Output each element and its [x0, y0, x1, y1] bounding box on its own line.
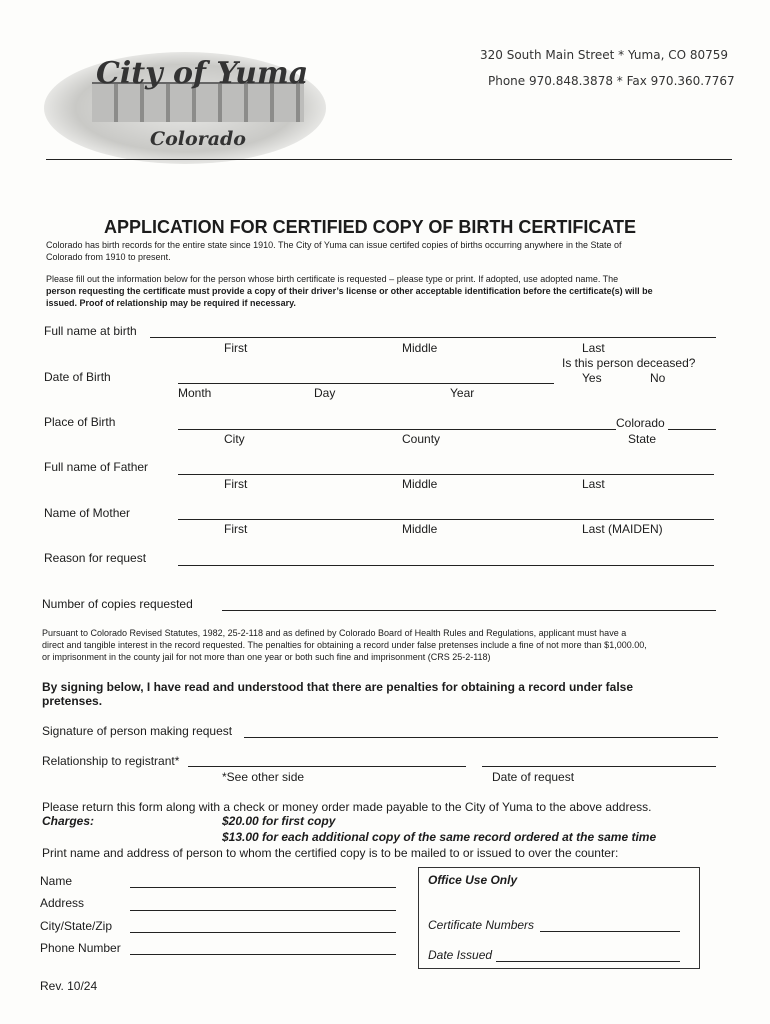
- full-name-field[interactable]: [150, 337, 716, 338]
- charge-additional-copy: $13.00 for each additional copy of the same record ordered at the same time: [222, 830, 657, 844]
- reason-label: Reason for request: [44, 551, 147, 565]
- revision-label: Rev. 10/24: [40, 979, 98, 993]
- mother-last-maiden-caption: Last (MAIDEN): [582, 522, 663, 536]
- penalty-line-2: pretenses.: [42, 694, 103, 708]
- mother-name-field[interactable]: [178, 519, 714, 520]
- mail-phone-field[interactable]: [130, 954, 396, 955]
- pob-city-county-field[interactable]: [178, 429, 616, 430]
- relationship-label: Relationship to registrant*: [42, 754, 180, 768]
- mail-address-label: Address: [40, 896, 85, 910]
- signature-field[interactable]: [244, 737, 718, 738]
- father-last-caption: Last: [582, 477, 605, 491]
- full-name-first-caption: First: [224, 341, 248, 355]
- see-other-side-note: *See other side: [222, 770, 305, 784]
- dob-day-caption: Day: [314, 386, 336, 400]
- mother-label: Name of Mother: [44, 506, 131, 520]
- header-divider: [46, 159, 732, 160]
- statute-line-2: direct and tangible interest in the record requested. The penalties for obtaining a record under false pretenses include a fine of not more than $1,000.00,: [42, 640, 647, 650]
- copies-label: Number of copies requested: [42, 597, 193, 611]
- mother-first-caption: First: [224, 522, 248, 536]
- penalty-line-1: By signing below, I have read and understood that there are penalties for obtaining a record under false: [42, 680, 633, 694]
- header-address: 320 South Main Street * Yuma, CO 80759: [480, 48, 729, 62]
- pob-state-underline: [668, 429, 716, 430]
- deceased-question: Is this person deceased?: [562, 356, 696, 370]
- copies-field[interactable]: [222, 610, 716, 611]
- full-name-label: Full name at birth: [44, 324, 137, 338]
- office-use-title: Office Use Only: [428, 873, 518, 887]
- pob-city-caption: City: [224, 432, 245, 446]
- certificate-numbers-label: Certificate Numbers: [428, 918, 535, 932]
- statute-line-1: Pursuant to Colorado Revised Statutes, 1982, 25-2-118 and as defined by Colorado Board of Health Rules and Regulations, applicant must have a: [42, 628, 627, 638]
- date-issued-label: Date Issued: [428, 948, 493, 962]
- charge-first-copy: $20.00 for first copy: [222, 814, 336, 828]
- mail-address-field[interactable]: [130, 910, 396, 911]
- dob-field[interactable]: [178, 383, 554, 384]
- signature-label: Signature of person making request: [42, 724, 233, 738]
- dob-year-caption: Year: [450, 386, 475, 400]
- father-label: Full name of Father: [44, 460, 149, 474]
- certificate-numbers-field[interactable]: [540, 931, 680, 932]
- print-name-instructions: Print name and address of person to whom the certified copy is to be mailed to or issued to over the counter:: [42, 846, 619, 860]
- intro-line-4: person requesting the certificate must provide a copy of their driver’s license or other acceptable identification before the certificate(s) will be: [46, 286, 653, 296]
- deceased-no-option[interactable]: No: [650, 371, 666, 385]
- pob-county-caption: County: [402, 432, 441, 446]
- date-of-request-caption: Date of request: [492, 770, 575, 784]
- date-of-request-field[interactable]: [482, 766, 716, 767]
- header-phone-fax: Phone 970.848.3878 * Fax 970.360.7767: [488, 74, 735, 88]
- intro-line-3: Please fill out the information below for the person whose birth certificate is requested – please type or print. If adopted, use adopted name. The: [46, 274, 619, 284]
- deceased-yes-option[interactable]: Yes: [582, 371, 602, 385]
- intro-line-2: Colorado from 1910 to present.: [46, 252, 171, 262]
- logo-title: City of Yuma: [96, 56, 309, 91]
- return-instructions: Please return this form along with a check or money order made payable to the City of Yuma to the above address.: [42, 800, 652, 814]
- mail-citystatezip-field[interactable]: [130, 932, 396, 933]
- form-title: APPLICATION FOR CERTIFIED COPY OF BIRTH CERTIFICATE: [104, 217, 637, 237]
- dob-month-caption: Month: [178, 386, 212, 400]
- statute-line-3: or imprisonment in the county jail for not more than one year or both such fine and imprisonment (CRS 25-2-118): [42, 652, 491, 662]
- relationship-field[interactable]: [188, 766, 466, 767]
- pob-state-value: Colorado: [616, 416, 665, 430]
- charges-label: Charges:: [42, 814, 95, 828]
- intro-line-5: issued. Proof of relationship may be required if necessary.: [46, 298, 296, 308]
- date-issued-field[interactable]: [496, 961, 680, 962]
- reason-field[interactable]: [178, 565, 714, 566]
- full-name-middle-caption: Middle: [402, 341, 438, 355]
- mail-phone-label: Phone Number: [40, 941, 121, 955]
- pob-label: Place of Birth: [44, 415, 116, 429]
- logo-subtitle: Colorado: [150, 128, 246, 150]
- father-middle-caption: Middle: [402, 477, 438, 491]
- mother-middle-caption: Middle: [402, 522, 438, 536]
- mail-name-label: Name: [40, 874, 73, 888]
- father-first-caption: First: [224, 477, 248, 491]
- dob-label: Date of Birth: [44, 370, 111, 384]
- mail-citystatezip-label: City/State/Zip: [40, 919, 113, 933]
- father-name-field[interactable]: [178, 474, 714, 475]
- full-name-last-caption: Last: [582, 341, 605, 355]
- mail-name-field[interactable]: [130, 887, 396, 888]
- pob-state-caption: State: [628, 432, 657, 446]
- intro-line-1: Colorado has birth records for the entire state since 1910. The City of Yuma can issue certifed copies of births occurring anywhere in the State of: [46, 240, 622, 250]
